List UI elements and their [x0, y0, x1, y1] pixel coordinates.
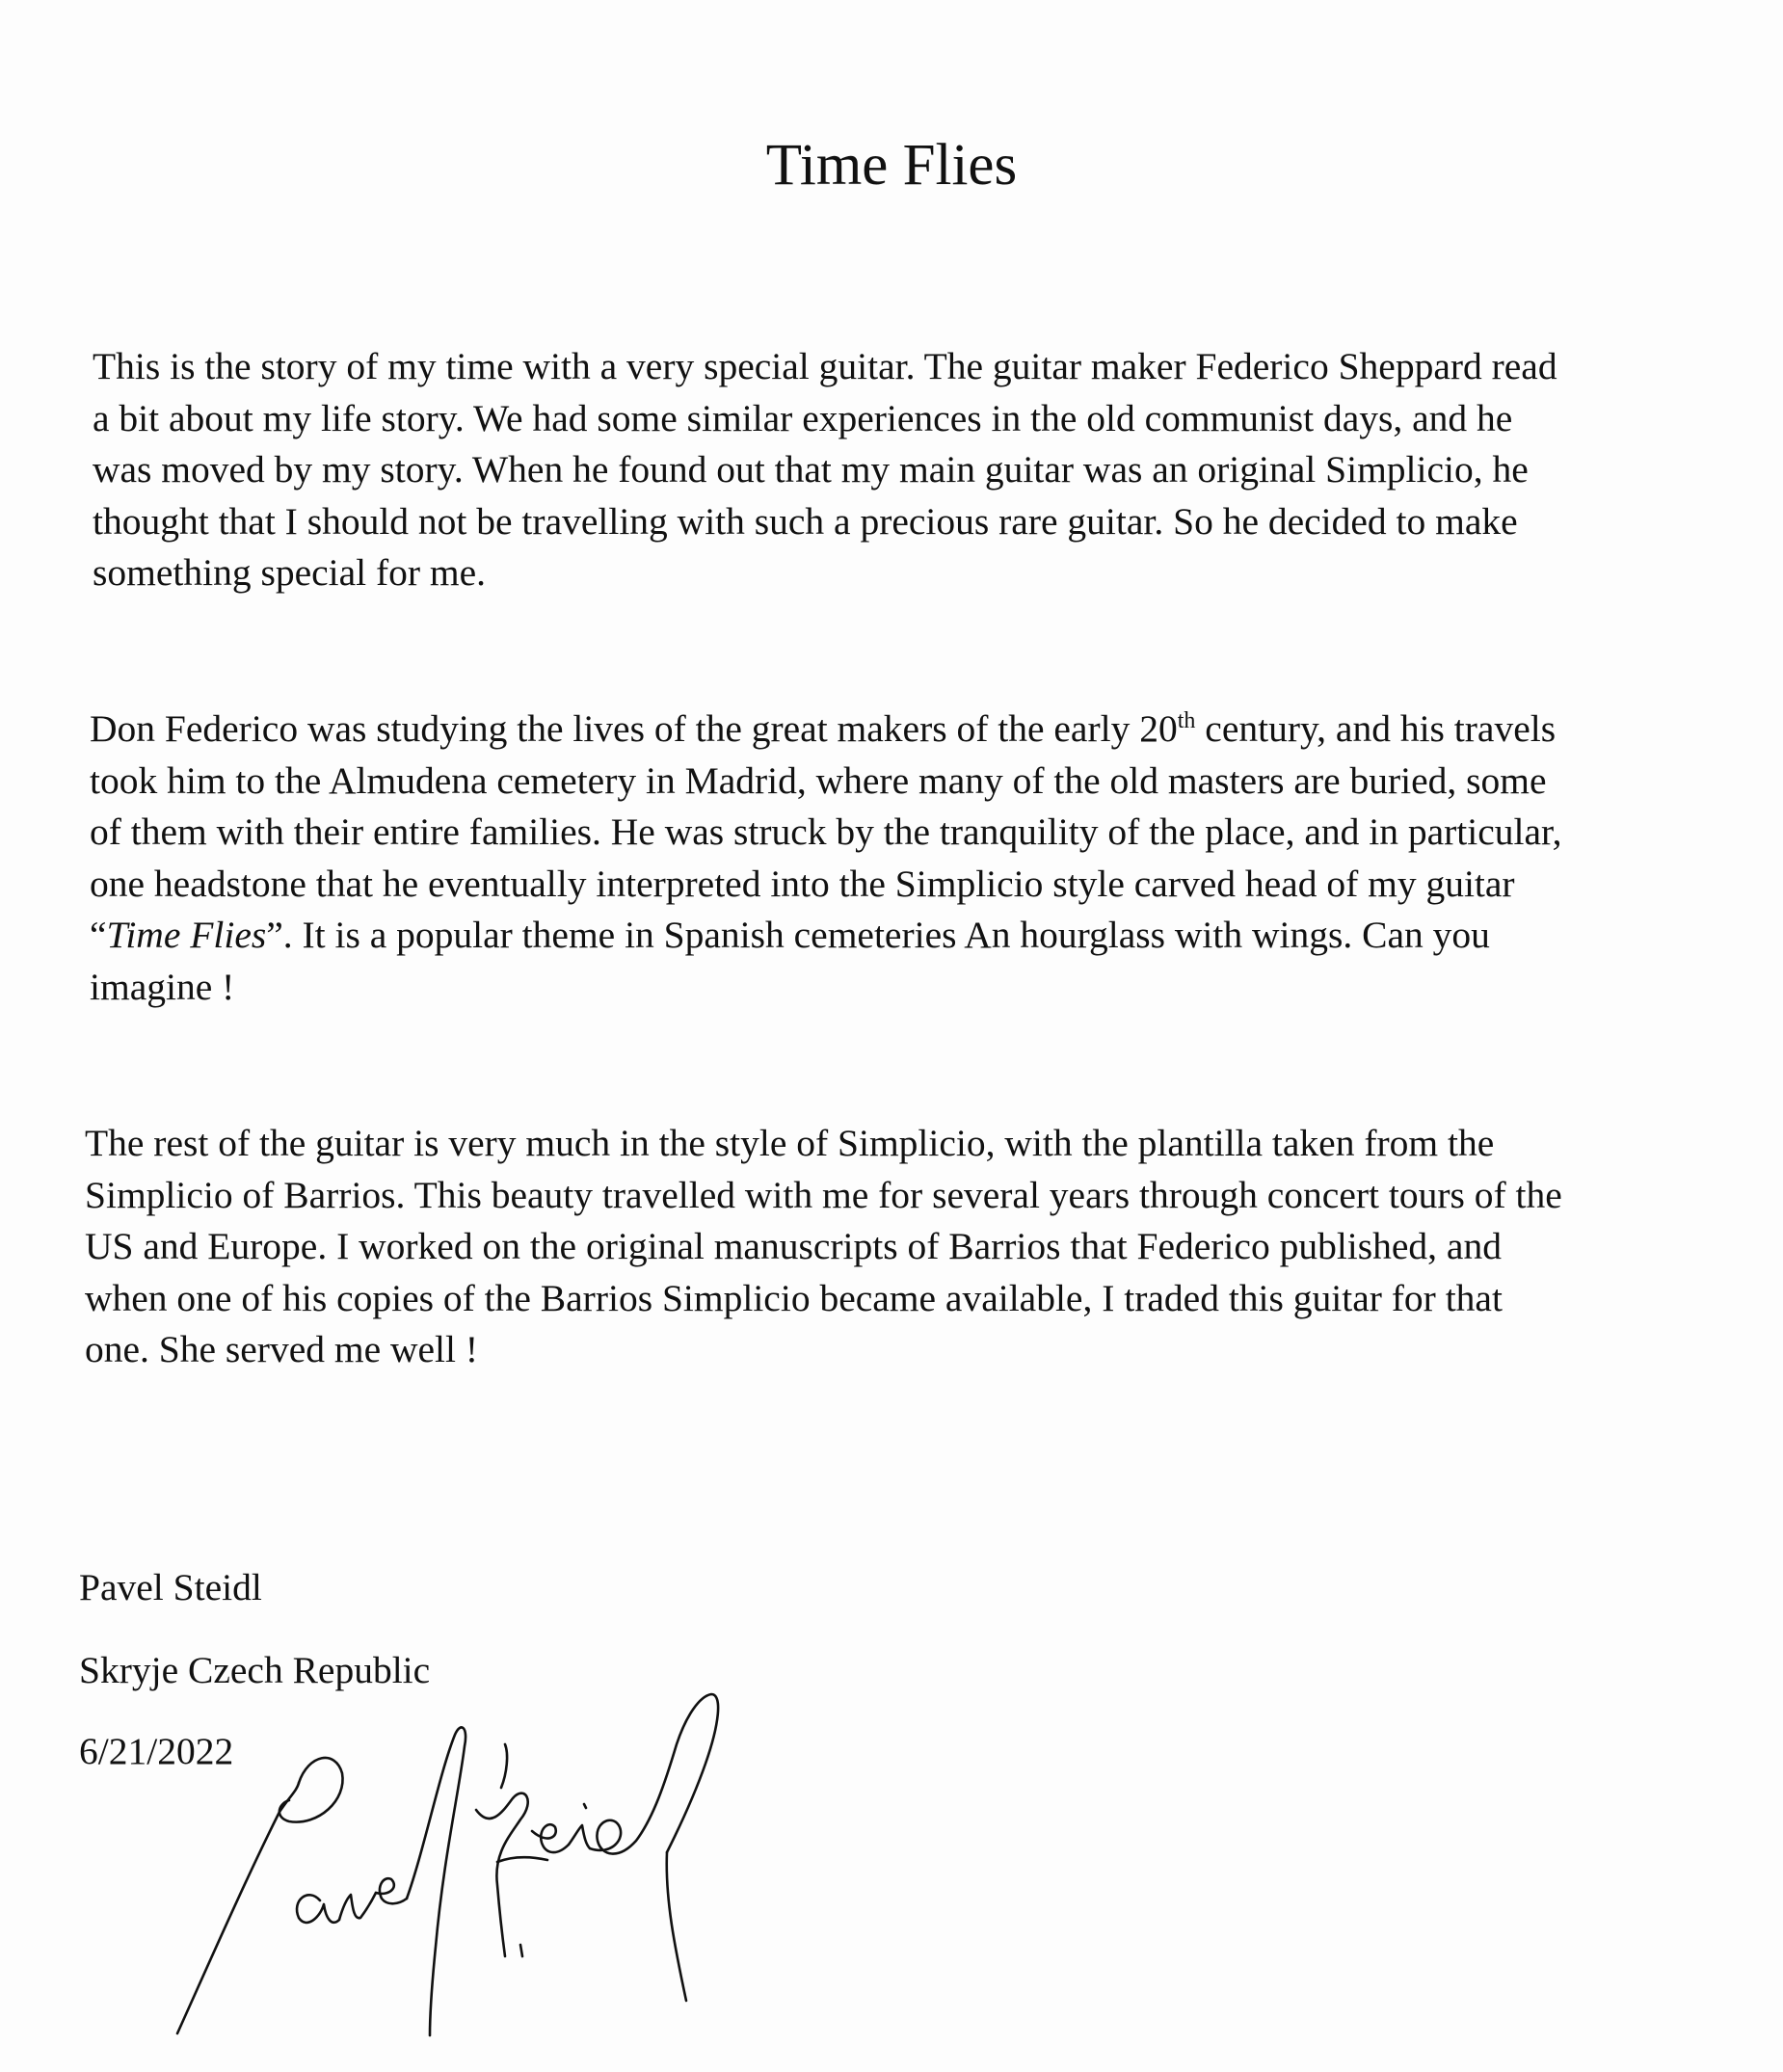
signature-stroke	[501, 1744, 507, 1788]
guitar-name-italic: Time Flies	[106, 914, 267, 956]
signature-stroke	[590, 1694, 718, 1854]
paragraph-2	[90, 704, 1561, 1013]
signature-stroke	[279, 1758, 343, 1822]
quote-open: “	[90, 914, 107, 956]
paragraph-3-line: The rest of the guitar is very much in the style of Simplicio, with the plantilla taken from the	[85, 1122, 1495, 1164]
paragraph-2-line	[90, 910, 1561, 962]
paragraph-2-line: of them with their entire families. He was struck by the tranquility of the place, and in particular,	[90, 810, 1562, 853]
paragraph-2-line1-text-end: century, and his travels	[1195, 707, 1557, 750]
paragraph-3-line: US and Europe. I worked on the original manuscripts of Barrios that Federico published, and	[85, 1225, 1502, 1267]
author-name: Pavel Steidl	[79, 1566, 262, 1608]
signature-stroke	[532, 1824, 569, 1852]
paragraph-2-line5-text: ”. It is a popular theme in Spanish cemeteries An hourglass with wings. Can you	[266, 914, 1490, 956]
signature-stroke	[569, 1825, 590, 1848]
paragraph-3-line: when one of his copies of the Barrios Simplicio became available, I traded this guitar for that	[85, 1276, 1503, 1319]
paragraph-2-line1-text: Don Federico was studying the lives of the great makers of the early 20	[90, 707, 1178, 750]
signature-stroke	[584, 1804, 586, 1808]
document-title: Time Flies	[765, 133, 1018, 198]
signature-stroke	[407, 1727, 466, 2035]
signature-stroke	[177, 1783, 299, 2033]
paragraph-1-line: something special for me.	[93, 551, 487, 594]
signature-stroke	[476, 1793, 528, 1956]
paragraph-3	[85, 1118, 1562, 1376]
paragraph-1-line: thought that I should not be travelling with such a precious rare guitar. So he decided to make	[93, 499, 1518, 543]
paragraph-1-line: a bit about my life story. We had some similar experiences in the old communist days, and he	[93, 396, 1513, 439]
paragraph-3-line: Simplicio of Barrios. This beauty travelled with me for several years through concert tours of the	[85, 1173, 1562, 1216]
paragraph-2-line: took him to the Almudena cemetery in Madrid, where many of the old masters are buried, some	[90, 758, 1547, 802]
paragraph-2-line	[90, 704, 1561, 756]
paragraph-3-line: one. She served me well !	[85, 1328, 479, 1370]
document-date: 6/21/2022	[79, 1730, 234, 1772]
signature-stroke	[339, 1893, 376, 1920]
handwritten-signature	[154, 1638, 790, 2043]
paragraph-1	[93, 341, 1557, 599]
paragraph-1-line: was moved by my story. When he found out that my main guitar was an original Simplicio, he	[93, 448, 1529, 491]
signature-stroke	[497, 1857, 547, 1862]
signature-stroke	[667, 1852, 686, 2001]
paragraph-2-line: imagine !	[90, 965, 235, 1008]
paragraph-2-line: one headstone that he eventually interpreted into the Simplicio style carved head of my guitar	[90, 862, 1515, 905]
paragraph-1-line: This is the story of my time with a very special guitar. The guitar maker Federico Sheppard read	[93, 345, 1557, 387]
ordinal-superscript: th	[1177, 708, 1196, 733]
signature-stroke	[297, 1895, 339, 1923]
signature-stroke	[520, 1945, 522, 1956]
author-location: Skryje Czech Republic	[79, 1649, 431, 1691]
signature-stroke	[376, 1878, 407, 1903]
